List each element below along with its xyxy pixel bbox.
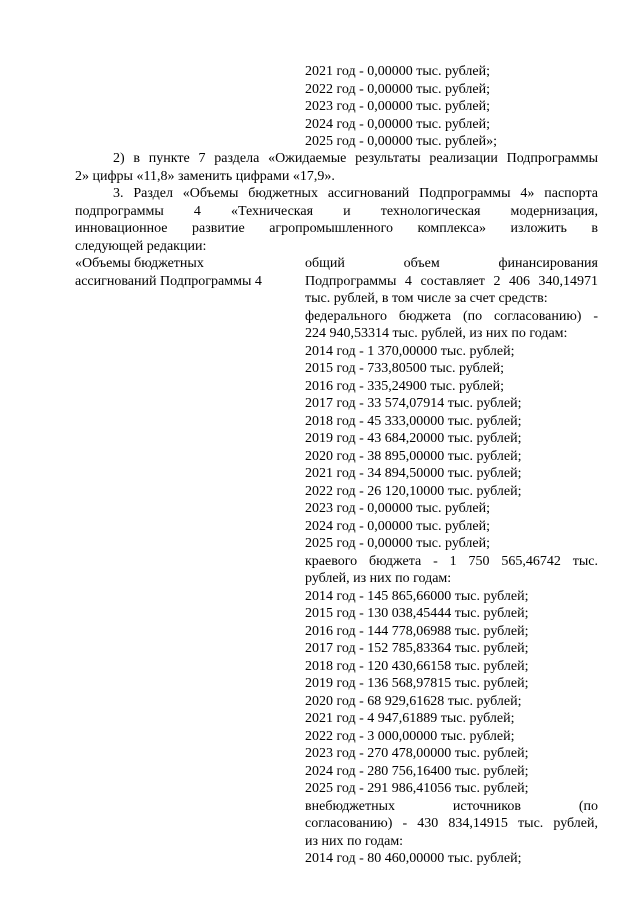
- top-year-list: [305, 63, 598, 151]
- regional-year-item: 2017 год - 152 785,83364 тыс. рублей;: [305, 641, 529, 656]
- value-line: тыс. рублей, в том числе за счет средств:: [305, 291, 548, 306]
- paragraph-line: подпрограммы 4 «Техническая и технологическая модернизация,: [75, 203, 598, 219]
- regional-year-item: 2014 год - 145 865,66000 тыс. рублей;: [305, 588, 529, 604]
- list-item: 2025 год - 0,00000 тыс. рублей»;: [305, 134, 498, 149]
- federal-year-item: 2025 год - 0,00000 тыс. рублей;: [305, 536, 491, 551]
- federal-year-item: 2016 год - 335,24900 тыс. рублей;: [305, 378, 505, 394]
- list-item: 2022 год - 0,00000 тыс. рублей;: [305, 81, 491, 97]
- paragraph-2: [75, 150, 598, 185]
- list-item: 2023 год - 0,00000 тыс. рублей;: [305, 99, 491, 114]
- passport-field-value: [305, 255, 598, 868]
- regional-year-item: 2024 год - 280 756,16400 тыс. рублей;: [305, 763, 529, 779]
- value-line: общий объем финансирования: [305, 256, 598, 271]
- regional-year-item: 2015 год - 130 038,45444 тыс. рублей;: [305, 606, 529, 621]
- regional-year-item: 2020 год - 68 929,61628 тыс. рублей;: [305, 693, 522, 709]
- value-line: рублей, из них по годам:: [305, 571, 452, 586]
- regional-year-item: 2023 год - 270 478,00000 тыс. рублей;: [305, 746, 529, 761]
- label-line: «Объемы бюджетных: [75, 256, 204, 271]
- paragraph-line: 3. Раздел «Объемы бюджетных ассигнований Подпрограммы 4» паспорта: [113, 186, 598, 201]
- federal-year-item: 2020 год - 38 895,00000 тыс. рублей;: [305, 448, 522, 464]
- regional-year-item: 2016 год - 144 778,06988 тыс. рублей;: [305, 623, 529, 639]
- federal-year-item: 2017 год - 33 574,07914 тыс. рублей;: [305, 396, 522, 411]
- paragraph-line: следующей редакции:: [75, 238, 207, 254]
- federal-year-item: 2024 год - 0,00000 тыс. рублей;: [305, 518, 491, 534]
- paragraph-line: 2) в пункте 7 раздела «Ожидаемые результаты реализации Подпрограммы: [113, 151, 598, 166]
- federal-year-item: 2023 год - 0,00000 тыс. рублей;: [305, 501, 491, 516]
- list-item: 2021 год - 0,00000 тыс. рублей;: [305, 64, 491, 79]
- federal-year-item: 2014 год - 1 370,00000 тыс. рублей;: [305, 343, 515, 359]
- paragraph-line: инновационное развитие агропромышленного комплекса» изложить в: [75, 221, 598, 236]
- value-line: из них по годам:: [305, 833, 404, 849]
- value-line: краевого бюджета - 1 750 565,46742 тыс.: [305, 553, 598, 569]
- paragraph-line: 2» цифры «11,8» заменить цифрами «17,9».: [75, 168, 335, 184]
- regional-year-item: 2018 год - 120 430,66158 тыс. рублей;: [305, 658, 529, 674]
- list-item: 2024 год - 0,00000 тыс. рублей;: [305, 116, 491, 132]
- value-line: внебюджетных источников (по: [305, 798, 598, 814]
- value-line: 224 940,53314 тыс. рублей, из них по годам:: [305, 326, 568, 341]
- passport-field-label: [75, 255, 290, 290]
- regional-year-item: 2025 год - 291 986,41056 тыс. рублей;: [305, 781, 529, 796]
- regional-year-item: 2019 год - 136 568,97815 тыс. рублей;: [305, 676, 529, 691]
- label-line: ассигнований Подпрограммы 4: [75, 273, 262, 289]
- value-line: согласованию) - 430 834,14915 тыс. рублей,: [305, 816, 598, 831]
- federal-year-item: 2021 год - 34 894,50000 тыс. рублей;: [305, 466, 522, 481]
- offbudget-year-item: 2014 год - 80 460,00000 тыс. рублей;: [305, 851, 522, 866]
- federal-year-item: 2022 год - 26 120,10000 тыс. рублей;: [305, 483, 522, 499]
- federal-year-item: 2015 год - 733,80500 тыс. рублей;: [305, 361, 505, 376]
- value-line: федерального бюджета (по согласованию) -: [305, 308, 598, 324]
- paragraph-3: [75, 185, 598, 255]
- regional-year-item: 2022 год - 3 000,00000 тыс. рублей;: [305, 728, 515, 744]
- federal-year-item: 2018 год - 45 333,00000 тыс. рублей;: [305, 413, 522, 429]
- federal-year-item: 2019 год - 43 684,20000 тыс. рублей;: [305, 431, 522, 446]
- value-line: Подпрограммы 4 составляет 2 406 340,14971: [305, 273, 598, 289]
- regional-year-item: 2021 год - 4 947,61889 тыс. рублей;: [305, 711, 515, 726]
